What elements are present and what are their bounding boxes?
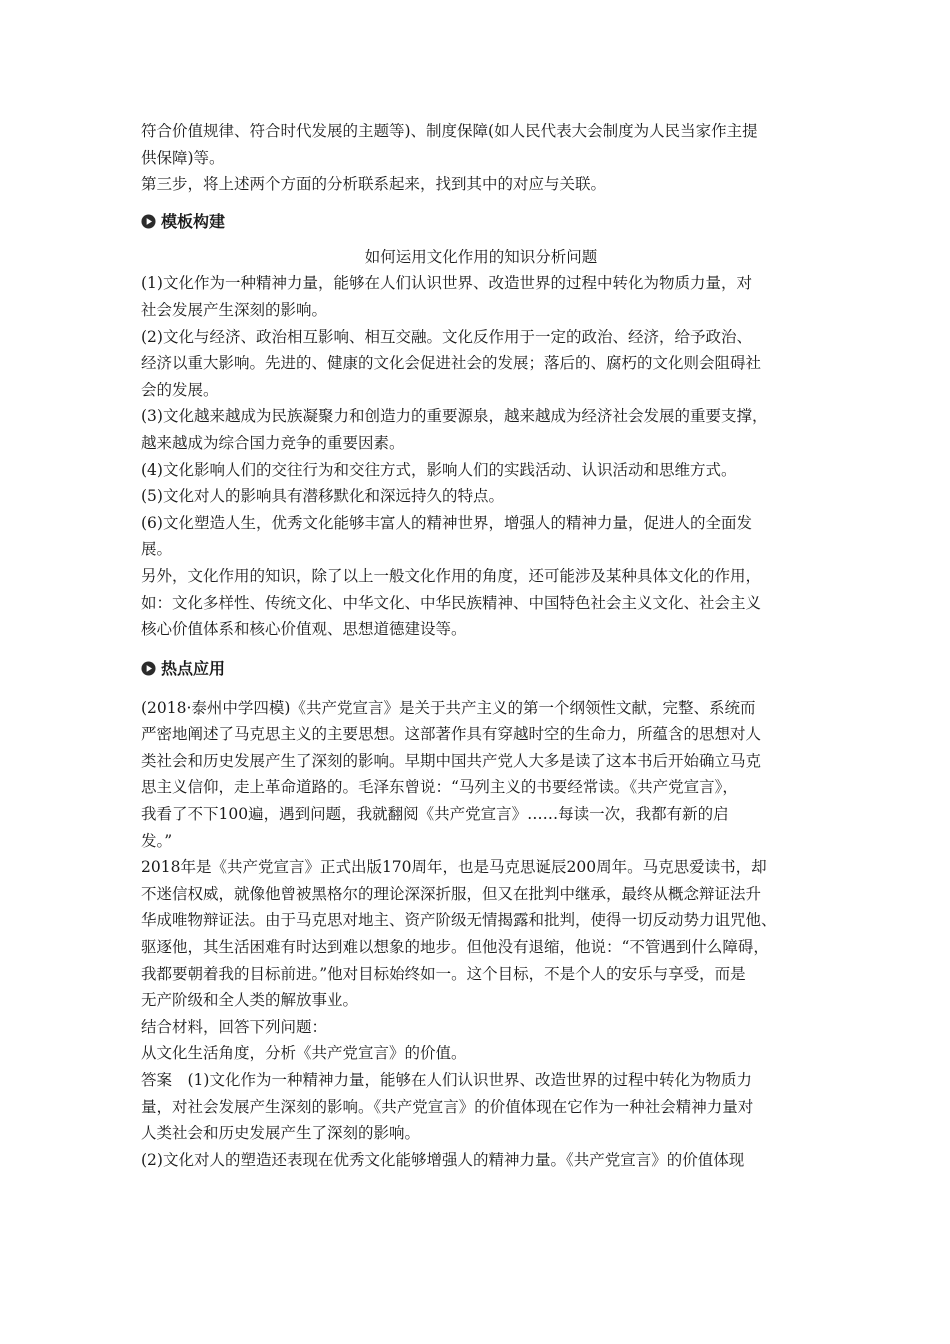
body-line: 另外，文化作用的知识，除了以上一般文化作用的角度，还可能涉及某种具体文化的作用，: [141, 566, 762, 585]
body-line: (2)文化与经济、政治相互影响、相互交融。文化反作用于一定的政治、经济，给予政治、: [141, 327, 752, 346]
body-line: 不迷信权威，就像他曾被黑格尔的理论深深折服，但又在批判中继承，最终从概念辩证法升: [141, 884, 762, 903]
body-line: 思主义信仰，走上革命道路的。毛泽东曾说：“马列主义的书要经常读。《共产党宣言》，: [141, 778, 738, 797]
body-line: (5)文化对人的影响具有潜移默化和深远持久的特点。: [141, 487, 504, 506]
hotspot-body: [141, 695, 821, 1174]
answer-line: (2)文化对人的塑造还表现在优秀文化能够增强人的精神力量。《共产党宣言》的价值体现: [141, 1150, 745, 1169]
question-line: 从文化生活角度，分析《共产党宣言》的价值。: [141, 1044, 467, 1063]
section-heading-label: 热点应用: [161, 658, 226, 678]
body-line: (1)文化作为一种精神力量，能够在人们认识世界、改造世界的过程中转化为物质力量，对: [141, 274, 752, 293]
body-line: 2018年是《共产党宣言》正式出版170周年，也是马克思诞辰200周年。马克思爱读书，却: [141, 858, 767, 877]
answer-line: 人类社会和历史发展产生了深刻的影响。: [141, 1124, 421, 1143]
body-line: 会的发展。: [141, 380, 219, 399]
body-line: (3)文化越来越成为民族凝聚力和创造力的重要源泉，越来越成为经济社会发展的重要支撑，: [141, 407, 768, 426]
body-line: 如：文化多样性、传统文化、中华文化、中华民族精神、中国特色社会主义文化、社会主义: [141, 593, 762, 612]
body-line: 无产阶级和全人类的解放事业。: [141, 991, 359, 1010]
answer-line: 量，对社会发展产生深刻的影响。《共产党宣言》的价值体现在它作为一种社会精神力量对: [141, 1097, 754, 1116]
body-line: 展。: [141, 540, 173, 559]
template-title: 如何运用文化作用的知识分析问题: [364, 247, 598, 266]
body-line: 社会发展产生深刻的影响。: [141, 300, 328, 319]
intro-line: 符合价值规律、符合时代发展的主题等)、制度保障(如人民代表大会制度为人民当家作主提: [141, 122, 758, 140]
question-line: 结合材料，回答下列问题：: [141, 1017, 328, 1036]
body-line: 类社会和历史发展产生了深刻的影响。早期中国共产党人大多是读了这本书后开始确立马克: [141, 751, 762, 770]
body-line: 越来越成为综合国力竞争的重要因素。: [141, 433, 405, 452]
body-line: 发。”: [141, 831, 173, 850]
body-line: (4)文化影响人们的交往行为和交往方式，影响人们的实践活动、认识活动和思维方式。: [141, 460, 737, 479]
intro-line: 供保障)等。: [141, 148, 225, 167]
body-line: 经济以重大影响。先进的、健康的文化会促进社会的发展；落后的、腐朽的文化则会阻碍社: [141, 354, 762, 373]
intro-paragraph: [141, 118, 821, 198]
section-heading-template: [141, 209, 821, 235]
play-circle-icon: [141, 214, 156, 229]
intro-line: 第三步，将上述两个方面的分析联系起来，找到其中的对应与关联。: [141, 175, 607, 194]
body-line: (6)文化塑造人生，优秀文化能够丰富人的精神世界，增强人的精神力量，促进人的全面发: [141, 513, 752, 532]
body-line: 严密地阐述了马克思主义的主要思想。这部著作具有穿越时空的生命力，所蕴含的思想对人: [141, 725, 762, 744]
play-circle-icon: [141, 661, 156, 676]
template-body: [141, 270, 821, 642]
body-line: 驱逐他，其生活困难有时达到难以想象的地步。但他没有退缩，他说：“不管遇到什么障碍，: [141, 938, 769, 957]
document-page: [141, 118, 821, 1173]
body-line: (2018·泰州中学四模)《共产党宣言》是关于共产主义的第一个纲领性文献，完整、系统而: [141, 698, 756, 717]
body-line: 我都要朝着我的目标前进。”他对目标始终如一。这个目标，不是个人的安乐与享受，而是: [141, 964, 746, 983]
body-line: 我看了不下100遍，遇到问题，我就翻阅《共产党宣言》……每读一次，我都有新的启: [141, 805, 729, 824]
section-heading-hotspot: [141, 656, 821, 682]
answer-line: 答案 (1)文化作为一种精神力量，能够在人们认识世界、改造世界的过程中转化为物质力: [141, 1071, 752, 1089]
body-line: 核心价值体系和核心价值观、思想道德建设等。: [141, 620, 467, 639]
body-line: 华成唯物辩证法。由于马克思对地主、资产阶级无情揭露和批判，使得一切反动势力诅咒他、: [141, 911, 777, 930]
section-heading-label: 模板构建: [161, 211, 226, 231]
